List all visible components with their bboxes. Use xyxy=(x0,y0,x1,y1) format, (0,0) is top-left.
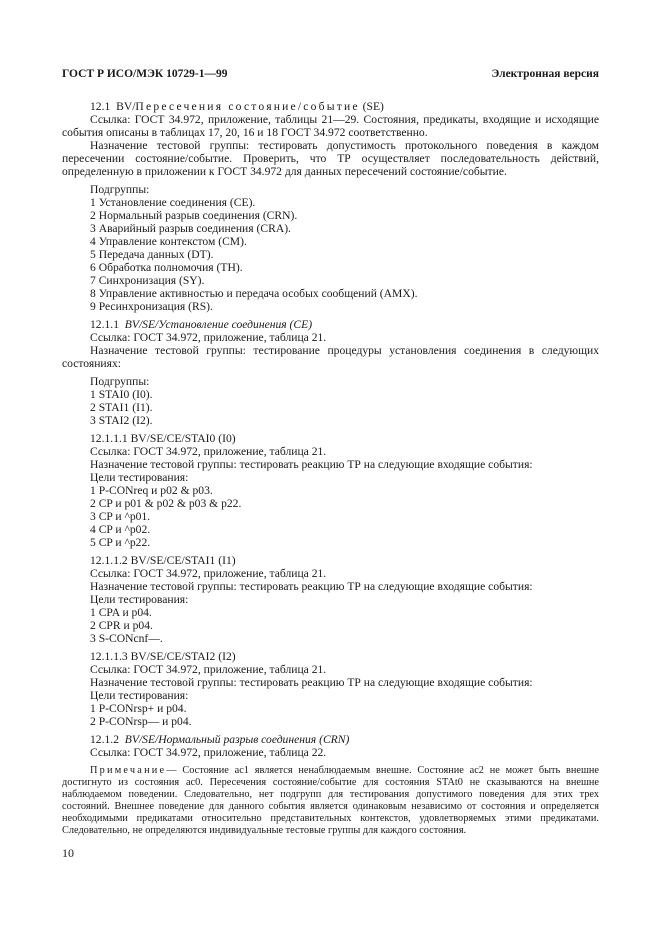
list-item: 1 CPA и p04. xyxy=(90,606,152,619)
list-item: 2 CPR и p04. xyxy=(90,619,153,632)
purpose-text: Назначение тестовой группы: тестировать реакцию ТР на следующие входящие события: xyxy=(90,676,533,689)
section-heading-12-1-1-3: 12.1.1.3 BV/SE/CE/STAI2 (I2) xyxy=(90,650,236,663)
list-item: 2 Нормальный разрыв соединения (CRN). xyxy=(90,209,298,222)
section-heading-12-1-2: 12.1.2 BV/SE/Нормальный разрыв соединения (CRN) xyxy=(90,733,350,746)
list-item: 3 Аварийный разрыв соединения (CRA). xyxy=(90,222,291,235)
reference-text: Ссылка: ГОСТ 34.972, приложение, таблицы 21—29. Состояния, предикаты, входящие и исходящие события описаны в таблицах 17, 20, 16 и 18 ГОСТ 34.972 соответственно. xyxy=(62,113,599,139)
goals-label: Цели тестирования: xyxy=(90,593,189,606)
list-item: 9 Ресинхронизация (RS). xyxy=(90,300,213,313)
spaced-title: Пересечения состояние/событие xyxy=(135,100,360,113)
list-item: 5 Передача данных (DT). xyxy=(90,248,214,261)
note-label: Примечание xyxy=(90,765,167,776)
list-item: 3 CP и ^p01. xyxy=(90,510,151,523)
section-heading-12-1-1-2: 12.1.1.2 BV/SE/CE/STAI1 (I1) xyxy=(90,554,236,567)
reference-text: Ссылка: ГОСТ 34.972, приложение, таблица 21. xyxy=(90,663,327,676)
subgroups-label: Подгруппы: xyxy=(90,375,150,388)
section-heading-12-1-1-1: 12.1.1.1 BV/SE/CE/STAI0 (I0) xyxy=(90,432,236,445)
section-heading-12-1-1: 12.1.1 BV/SE/Установление соединения (CE) xyxy=(90,318,313,331)
section-heading-12-1: 12.1 BV/Пересечения состояние/событие (SE) xyxy=(90,100,384,113)
reference-text: Ссылка: ГОСТ 34.972, приложение, таблица 22. xyxy=(90,746,327,759)
list-item: 1 P-CONrsp+ и p04. xyxy=(90,702,187,715)
note-paragraph xyxy=(62,765,599,838)
document-body xyxy=(62,100,599,838)
goals-label: Цели тестирования: xyxy=(90,471,189,484)
standard-code: ГОСТ Р ИСО/МЭК 10729-1—99 xyxy=(62,68,228,80)
list-item: 2 STAI1 (I1). xyxy=(90,401,153,414)
purpose-text: Назначение тестовой группы: тестировать реакцию ТР на следующие входящие события: xyxy=(90,580,533,593)
list-item: 2 P-CONrsp— и p04. xyxy=(90,715,192,728)
list-item: 3 S-CONcnf—. xyxy=(90,632,163,645)
reference-text: Ссылка: ГОСТ 34.972, приложение, таблица 21. xyxy=(90,445,327,458)
list-item: 1 Установление соединения (CE). xyxy=(90,196,256,209)
purpose-text: Назначение тестовой группы: тестировать реакцию ТР на следующие входящие события: xyxy=(90,458,533,471)
list-item: 4 Управление контекстом (CM). xyxy=(90,235,247,248)
purpose-text: Назначение тестовой группы: тестирование процедуры установления соединения в следующих состояниях: xyxy=(62,344,599,370)
purpose-text: Назначение тестовой группы: тестировать допустимость протокольного поведения в каждом пересечении состояние/событие. Проверить, что ТР осуществляет последовательность действий, определенную в приложении к ГОСТ 34.972 для данных пересечений состояние/событие. xyxy=(62,139,599,178)
note-text: — Состояние ac1 является ненаблюдаемым внешне. Состояние ac2 не может быть внешне достигнуто из состояния ac0. Пересечения состояние/событие для состояния STAt0 не сказываются на внешне наблюдаемом поведении. Следовательно, нет подгрупп для тестирования допустимого поведения для этих трех состояний. Внешнее поведение для данного события является одинаковым независимо от состояния и определяется необходимыми предикатами относительно представительных контекстов, удовлетворяемых этими предикатами. Следовательно, не определяются индивидуальные тестовые группы для каждого состояния. xyxy=(62,765,599,837)
list-item: 5 CP и ^p22. xyxy=(90,536,151,549)
page-number: 10 xyxy=(62,846,74,860)
list-item: 3 STAI2 (I2). xyxy=(90,414,153,427)
goals-label: Цели тестирования: xyxy=(90,689,189,702)
electronic-version-label: Электронная версия xyxy=(491,68,599,80)
list-item: 8 Управление активностью и передача особых сообщений (AMX). xyxy=(90,287,418,300)
list-item: 7 Синхронизация (SY). xyxy=(90,274,205,287)
subgroups-label: Подгруппы: xyxy=(90,183,150,196)
reference-text: Ссылка: ГОСТ 34.972, приложение, таблица 21. xyxy=(90,331,327,344)
list-item: 1 STAI0 (I0). xyxy=(90,388,153,401)
list-item: 1 P-CONreq и p02 & p03. xyxy=(90,484,213,497)
list-item: 2 CP и p01 & p02 & p03 & p22. xyxy=(90,497,242,510)
list-item: 4 CP и ^p02. xyxy=(90,523,151,536)
reference-text: Ссылка: ГОСТ 34.972, приложение, таблица 21. xyxy=(90,567,327,580)
list-item: 6 Обработка полномочия (TH). xyxy=(90,261,243,274)
